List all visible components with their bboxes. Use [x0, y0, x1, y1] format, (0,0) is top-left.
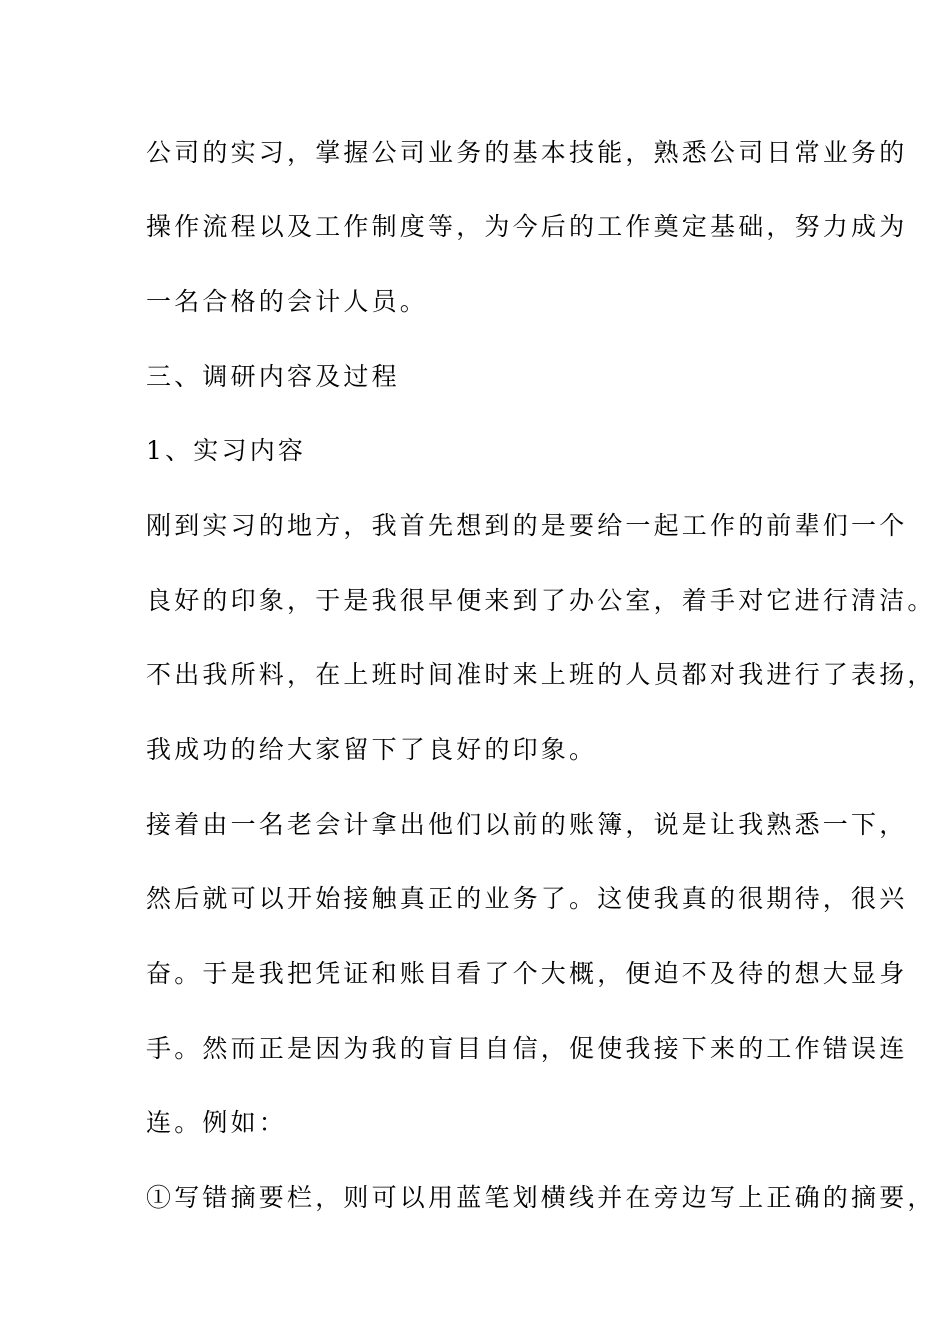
paragraph-line: 不出我所料，在上班时间准时来上班的人员都对我进行了表扬， — [146, 660, 936, 689]
paragraph-line: 我成功的给大家留下了良好的印象。 — [146, 735, 598, 764]
section-heading: 三、调研内容及过程 — [146, 362, 400, 391]
subsection-heading: 1、实习内容 — [146, 436, 307, 465]
paragraph-line: 然后就可以开始接触真正的业务了。这使我真的很期待，很兴 — [146, 884, 908, 913]
paragraph-line: 接着由一名老会计拿出他们以前的账簿，说是让我熟悉一下， — [146, 810, 908, 839]
paragraph-line: 刚到实习的地方，我首先想到的是要给一起工作的前辈们一个 — [146, 511, 908, 540]
paragraph-line: 良好的印象，于是我很早便来到了办公室，着手对它进行清洁。 — [146, 586, 936, 615]
paragraph-line: 手。然而正是因为我的盲目自信，促使我接下来的工作错误连 — [146, 1034, 908, 1063]
paragraph-line: 奋。于是我把凭证和账目看了个大概，便迫不及待的想大显身 — [146, 959, 908, 988]
paragraph-line: 一名合格的会计人员。 — [146, 287, 429, 316]
paragraph-line: 操作流程以及工作制度等，为今后的工作奠定基础，努力成为 — [146, 212, 908, 241]
paragraph-line: 连。例如： — [146, 1108, 288, 1137]
paragraph-line: 公司的实习，掌握公司业务的基本技能，熟悉公司日常业务的 — [146, 138, 908, 167]
list-item: ①写错摘要栏，则可以用蓝笔划横线并在旁边写上正确的摘要， — [146, 1183, 936, 1212]
